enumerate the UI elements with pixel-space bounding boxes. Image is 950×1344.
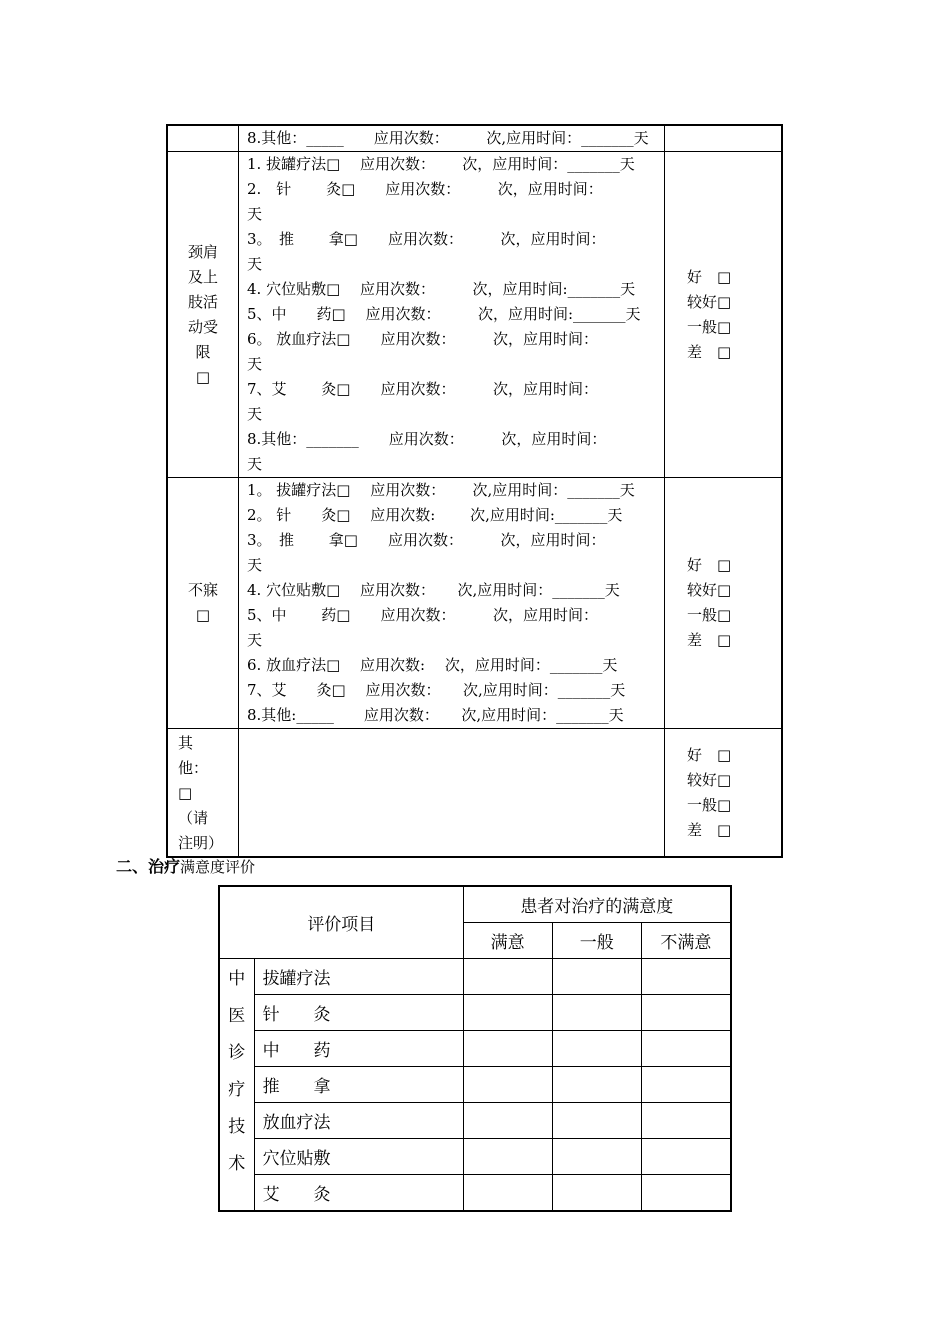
rating-option[interactable]: 差 □ bbox=[687, 631, 732, 649]
col-satisfied: 满意 bbox=[463, 923, 552, 959]
therapy-line: 7、艾 灸□ 应用次数： 次,应用时间：_______天 bbox=[247, 681, 626, 699]
satisfaction-cell[interactable] bbox=[641, 1175, 731, 1212]
rating-option[interactable]: 较好□ bbox=[687, 581, 732, 599]
category-char: 医 bbox=[228, 1006, 246, 1026]
treatment-table bbox=[166, 124, 783, 858]
satisfaction-cell[interactable] bbox=[552, 1103, 641, 1139]
condition-label-line: 动受 bbox=[187, 317, 218, 336]
satisfaction-cell[interactable] bbox=[641, 1139, 731, 1175]
category-char: 中 bbox=[228, 969, 246, 989]
therapy-item: 推 拿 bbox=[254, 1067, 463, 1103]
rating-option[interactable]: 差 □ bbox=[687, 820, 732, 839]
section-title-bold: 二、治疗 bbox=[116, 857, 181, 876]
satisfaction-row bbox=[219, 959, 731, 995]
satisfaction-cell[interactable] bbox=[641, 1067, 731, 1103]
therapy-line: 4. 穴位贴敷□ 应用次数： 次，应用时间:_______天 bbox=[247, 280, 636, 298]
satisfaction-row bbox=[219, 1031, 731, 1067]
rating-option[interactable]: 较好□ bbox=[687, 292, 732, 311]
therapy-item: 艾 灸 bbox=[254, 1175, 463, 1212]
therapy-line: 天 bbox=[247, 255, 263, 273]
satisfaction-cell[interactable] bbox=[552, 1067, 641, 1103]
section-title bbox=[116, 854, 255, 877]
condition-label-line: （请 bbox=[178, 809, 209, 827]
satisfaction-cell[interactable] bbox=[463, 995, 552, 1031]
therapy-line: 3。 推 拿□ 应用次数： 次，应用时间： bbox=[247, 230, 606, 248]
effect-rating bbox=[665, 152, 783, 478]
satisfaction-cell[interactable] bbox=[552, 959, 641, 995]
condition-label-line: □ bbox=[195, 367, 211, 386]
effect-rating bbox=[665, 729, 783, 858]
therapy-line: 8.其他：_______ 应用次数： 次，应用时间： bbox=[247, 430, 607, 448]
effect-rating bbox=[665, 478, 783, 729]
satisfaction-cell[interactable] bbox=[463, 959, 552, 995]
therapy-line: 8.其他：_____ 应用次数： 次,应用时间：_______天 bbox=[247, 129, 649, 147]
satisfaction-cell[interactable] bbox=[463, 1139, 552, 1175]
col-unsatisfied: 不满意 bbox=[641, 923, 731, 959]
treatment-row bbox=[167, 125, 782, 152]
satisfaction-cell[interactable] bbox=[463, 1175, 552, 1212]
therapy-list bbox=[239, 729, 665, 858]
category-char: 诊 bbox=[228, 1043, 246, 1063]
condition-label bbox=[167, 729, 239, 858]
satisfaction-row bbox=[219, 1103, 731, 1139]
rating-option[interactable]: 较好□ bbox=[687, 770, 732, 789]
rating-option[interactable]: 好 □ bbox=[687, 745, 732, 764]
condition-label-line: 颈肩 bbox=[187, 242, 218, 261]
satisfaction-cell[interactable] bbox=[463, 1067, 552, 1103]
therapy-item: 拔罐疗法 bbox=[254, 959, 463, 995]
satisfaction-cell[interactable] bbox=[552, 1031, 641, 1067]
satisfaction-row bbox=[219, 995, 731, 1031]
therapy-line: 2. 针 灸□ 应用次数： 次，应用时间： bbox=[247, 180, 603, 198]
satisfaction-cell[interactable] bbox=[552, 1175, 641, 1212]
therapy-list bbox=[239, 478, 665, 729]
therapy-line: 5、中 药□ 应用次数： 次，应用时间:_______天 bbox=[247, 305, 641, 323]
rating-option[interactable]: 一般□ bbox=[687, 606, 732, 624]
therapy-line: 2。 针 灸□ 应用次数: 次,应用时间:_______天 bbox=[247, 506, 623, 524]
satisfaction-cell[interactable] bbox=[641, 995, 731, 1031]
condition-label-line: 他： bbox=[178, 759, 209, 777]
treatment-row bbox=[167, 152, 782, 478]
therapy-line: 8.其他:_____ 应用次数： 次,应用时间：_______天 bbox=[247, 706, 624, 724]
rating-option[interactable]: 差 □ bbox=[687, 342, 732, 361]
therapy-line: 3。 推 拿□ 应用次数： 次，应用时间： bbox=[247, 531, 606, 549]
satisfaction-cell[interactable] bbox=[641, 959, 731, 995]
satisfaction-cell[interactable] bbox=[641, 1031, 731, 1067]
satisfaction-cell[interactable] bbox=[552, 1139, 641, 1175]
satisfaction-row bbox=[219, 1175, 731, 1212]
therapy-line: 天 bbox=[247, 355, 263, 373]
section-title-rest: 满意度评价 bbox=[180, 858, 256, 876]
therapy-item: 针 灸 bbox=[254, 995, 463, 1031]
therapy-line: 天 bbox=[247, 405, 263, 423]
therapy-line: 6。 放血疗法□ 应用次数： 次，应用时间： bbox=[247, 330, 598, 348]
treatment-row bbox=[167, 478, 782, 729]
rating-option[interactable]: 一般□ bbox=[687, 795, 732, 814]
rating-option[interactable]: 一般□ bbox=[687, 317, 732, 336]
condition-label-line: 限 bbox=[195, 342, 211, 361]
satisfaction-cell[interactable] bbox=[641, 1103, 731, 1139]
condition-label bbox=[167, 125, 239, 152]
condition-label bbox=[167, 478, 239, 729]
satisfaction-row bbox=[219, 1139, 731, 1175]
category-char: 疗 bbox=[228, 1080, 246, 1100]
treatment-row bbox=[167, 729, 782, 858]
effect-rating bbox=[665, 125, 783, 152]
condition-label-line: 注明） bbox=[178, 834, 224, 852]
satisfaction-table bbox=[218, 885, 732, 1212]
category-char: 技 bbox=[228, 1117, 246, 1137]
therapy-line: 天 bbox=[247, 455, 263, 473]
condition-label-line: 不寐 bbox=[187, 581, 218, 599]
header-group: 患者对治疗的满意度 bbox=[463, 886, 731, 923]
condition-label-line: □ bbox=[178, 784, 193, 802]
therapy-item: 放血疗法 bbox=[254, 1103, 463, 1139]
therapy-line: 1. 拔罐疗法□ 应用次数： 次，应用时间：_______天 bbox=[247, 155, 635, 173]
therapy-item: 中 药 bbox=[254, 1031, 463, 1067]
rating-option[interactable]: 好 □ bbox=[687, 267, 732, 286]
condition-label-line: 及上 bbox=[187, 267, 218, 286]
rating-option[interactable]: 好 □ bbox=[687, 556, 732, 574]
category-char: 术 bbox=[228, 1154, 246, 1174]
satisfaction-cell[interactable] bbox=[463, 1031, 552, 1067]
therapy-line: 天 bbox=[247, 205, 263, 223]
condition-label-line: □ bbox=[195, 606, 211, 624]
therapy-line: 4. 穴位贴敷□ 应用次数： 次,应用时间：_______天 bbox=[247, 581, 620, 599]
satisfaction-cell[interactable] bbox=[463, 1103, 552, 1139]
therapy-list bbox=[239, 125, 665, 152]
condition-label-line: 其 bbox=[178, 734, 194, 752]
therapy-list bbox=[239, 152, 665, 478]
therapy-line: 1。 拔罐疗法□ 应用次数： 次,应用时间：_______天 bbox=[247, 481, 635, 499]
condition-label-line: 肢活 bbox=[187, 292, 218, 311]
therapy-line: 5、中 药□ 应用次数： 次，应用时间： bbox=[247, 606, 598, 624]
therapy-line: 6. 放血疗法□ 应用次数: 次，应用时间：_______天 bbox=[247, 656, 618, 674]
satisfaction-row bbox=[219, 1067, 731, 1103]
condition-label bbox=[167, 152, 239, 478]
therapy-line: 天 bbox=[247, 631, 263, 649]
category-label bbox=[219, 959, 254, 1212]
header-item: 评价项目 bbox=[219, 886, 463, 959]
therapy-line: 天 bbox=[247, 556, 263, 574]
col-average: 一般 bbox=[552, 923, 641, 959]
therapy-line: 7、艾 灸□ 应用次数： 次，应用时间： bbox=[247, 380, 598, 398]
therapy-item: 穴位贴敷 bbox=[254, 1139, 463, 1175]
satisfaction-cell[interactable] bbox=[552, 995, 641, 1031]
